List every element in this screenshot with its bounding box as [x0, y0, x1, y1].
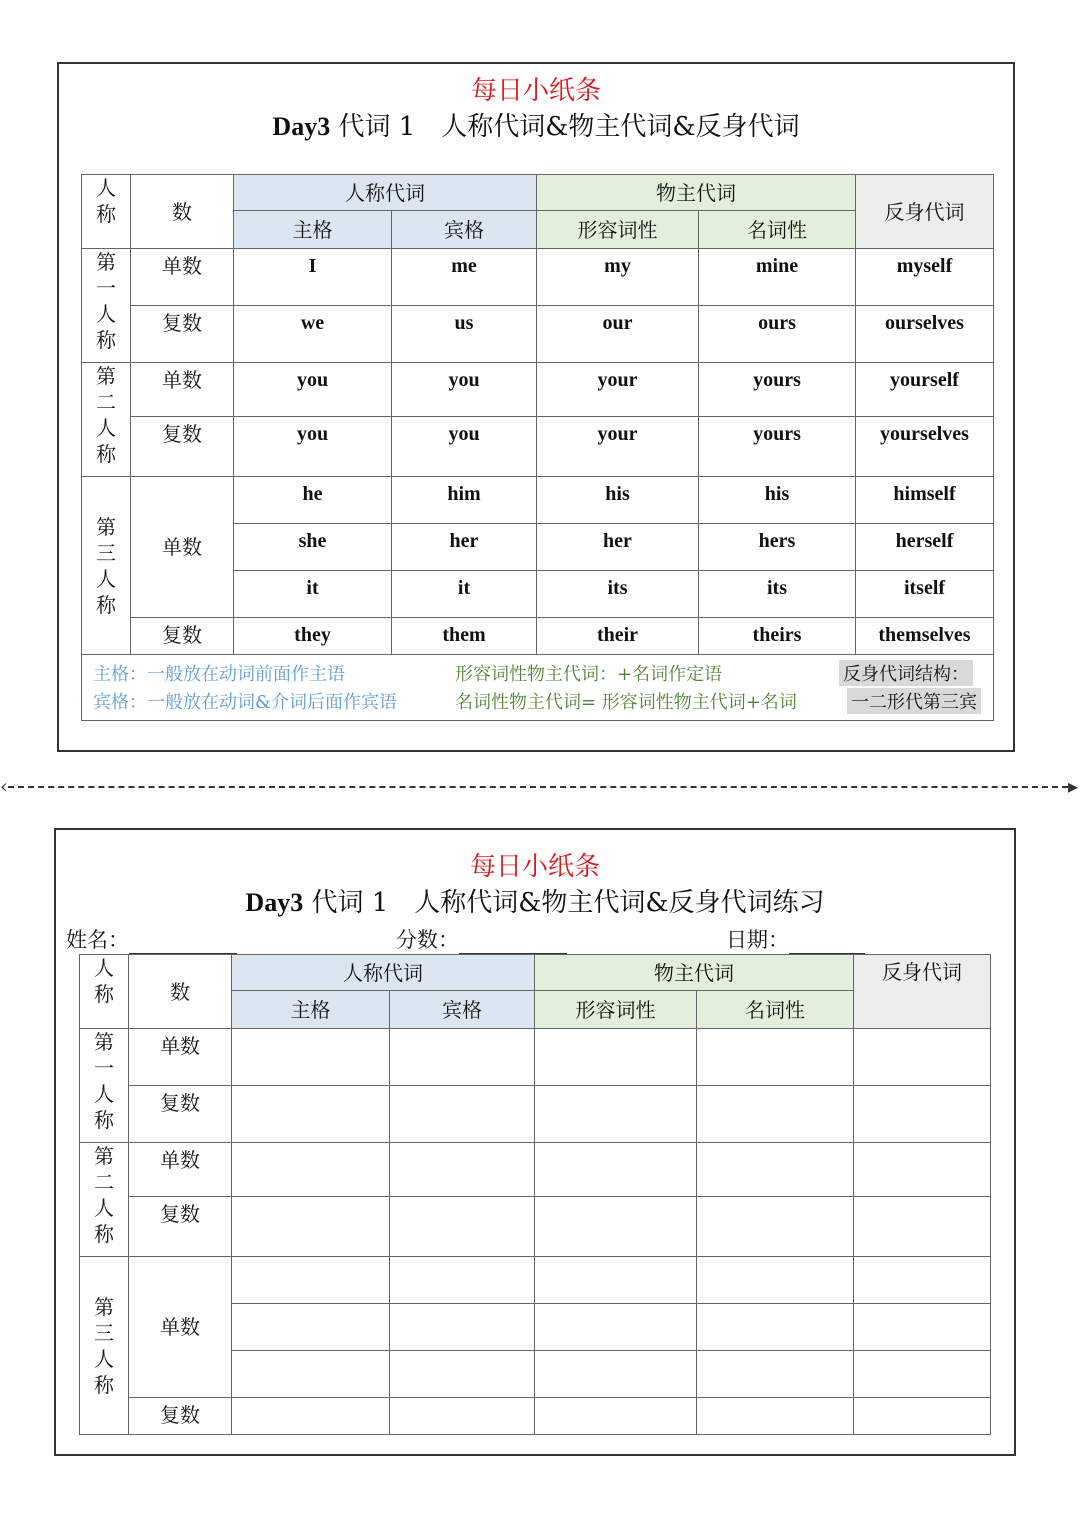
blank-cell[interactable] — [697, 1304, 854, 1351]
cell: mine — [699, 249, 856, 306]
header-object-case: 宾格 — [390, 991, 535, 1029]
cell: yourself — [856, 363, 994, 417]
singular-label: 单数 — [129, 1257, 232, 1398]
header-adjectival: 形容词性 — [537, 211, 699, 249]
cell: its — [699, 571, 856, 618]
cell: themselves — [856, 618, 994, 655]
score-blank[interactable] — [459, 931, 567, 954]
note-nominal: 名词性物主代词= 形容词性物主代词+名词 — [455, 692, 797, 713]
header-number: 数 — [129, 955, 232, 1029]
blank-cell[interactable] — [535, 1086, 697, 1143]
cell: ours — [699, 306, 856, 363]
note-reflexive-title: 反身代词结构： — [839, 660, 973, 686]
header-possessive-pronoun: 物主代词 — [535, 955, 854, 991]
cell: you — [234, 363, 392, 417]
header-number: 数 — [131, 175, 234, 249]
blank-cell[interactable] — [854, 1304, 991, 1351]
blank-cell[interactable] — [854, 1398, 991, 1435]
day-label: Day3 — [272, 112, 331, 141]
cell: him — [392, 477, 537, 524]
blank-cell[interactable] — [535, 1351, 697, 1398]
blank-cell[interactable] — [232, 1398, 390, 1435]
table-row — [82, 417, 994, 477]
cell: they — [234, 618, 392, 655]
cell: its — [537, 571, 699, 618]
blank-cell[interactable] — [535, 1029, 697, 1086]
name-blank[interactable] — [129, 931, 237, 954]
blank-cell[interactable] — [697, 1398, 854, 1435]
header-person: 人 称 — [82, 175, 131, 249]
cell: her — [537, 524, 699, 571]
note-object-case: 宾格：一般放在动词&介词后面作宾语 — [93, 692, 398, 713]
third-person-label: 第 三 人 称 — [82, 477, 131, 655]
blank-cell[interactable] — [232, 1197, 390, 1257]
first-person-label: 第 一 人 称 — [82, 249, 131, 363]
cell: he — [234, 477, 392, 524]
first-person-label: 第 一 人 称 — [80, 1029, 129, 1143]
cell: itself — [856, 571, 994, 618]
date-field[interactable] — [726, 924, 865, 954]
blank-cell[interactable] — [854, 1143, 991, 1197]
topic-label: 代词 1 人称代词&物主代词&反身代词 — [338, 112, 800, 142]
cell: his — [699, 477, 856, 524]
header-adjectival: 形容词性 — [535, 991, 697, 1029]
date-label: 日期： — [726, 928, 789, 952]
plural-label: 复数 — [131, 618, 234, 655]
blank-cell[interactable] — [232, 1029, 390, 1086]
blank-cell[interactable] — [232, 1257, 390, 1304]
cell: your — [537, 417, 699, 477]
header-nominal: 名词性 — [699, 211, 856, 249]
header-possessive-pronoun: 物主代词 — [537, 175, 856, 211]
cut-line — [8, 786, 1068, 788]
card-subtitle — [59, 106, 1013, 143]
arrow-left-icon: ‹ — [0, 774, 8, 798]
table-row — [82, 306, 994, 363]
blank-cell[interactable] — [390, 1143, 535, 1197]
singular-label: 单数 — [129, 1143, 232, 1197]
blank-cell[interactable] — [390, 1398, 535, 1435]
header-reflexive-pronoun: 反身代词 — [854, 955, 991, 1029]
arrow-right-icon: ▸ — [1067, 774, 1078, 798]
card-title: 每日小纸条 — [470, 76, 601, 106]
cell: she — [234, 524, 392, 571]
blank-cell[interactable] — [697, 1086, 854, 1143]
blank-cell[interactable] — [390, 1086, 535, 1143]
cell: you — [234, 417, 392, 477]
blank-cell[interactable] — [535, 1257, 697, 1304]
note-adjectival: 形容词性物主代词：+名词作定语 — [455, 664, 723, 685]
cell: herself — [856, 524, 994, 571]
cell: I — [234, 249, 392, 306]
score-field[interactable] — [396, 924, 567, 954]
blank-cell[interactable] — [697, 1029, 854, 1086]
header-personal-pronoun: 人称代词 — [232, 955, 535, 991]
blank-cell[interactable] — [697, 1143, 854, 1197]
blank-cell[interactable] — [535, 1304, 697, 1351]
practice-table — [79, 954, 991, 1435]
cell: us — [392, 306, 537, 363]
table-row — [80, 1086, 991, 1143]
card-title: 每日小纸条 — [469, 852, 600, 882]
third-person-label: 第 三 人 称 — [80, 1257, 129, 1435]
cell: yourselves — [856, 417, 994, 477]
cell: myself — [856, 249, 994, 306]
blank-cell[interactable] — [697, 1351, 854, 1398]
name-field[interactable] — [66, 924, 237, 954]
cell: my — [537, 249, 699, 306]
table-row — [80, 1029, 991, 1086]
practice-card — [54, 828, 1016, 1456]
note-reflexive-rule: 一二形代第三宾 — [847, 688, 981, 714]
cell: me — [392, 249, 537, 306]
plural-label: 复数 — [131, 306, 234, 363]
cell: you — [392, 417, 537, 477]
cell: their — [537, 618, 699, 655]
blank-cell[interactable] — [854, 1351, 991, 1398]
cell: our — [537, 306, 699, 363]
cell: we — [234, 306, 392, 363]
cell: ourselves — [856, 306, 994, 363]
cell: you — [392, 363, 537, 417]
plural-label: 复数 — [131, 417, 234, 477]
pronoun-table — [81, 174, 994, 721]
blank-cell[interactable] — [390, 1197, 535, 1257]
header-reflexive-pronoun: 反身代词 — [856, 175, 994, 249]
singular-label: 单数 — [131, 363, 234, 417]
plural-label: 复数 — [129, 1086, 232, 1143]
cell: hers — [699, 524, 856, 571]
blank-cell[interactable] — [390, 1029, 535, 1086]
note-subject-case: 主格：一般放在动词前面作主语 — [93, 664, 345, 685]
cell: them — [392, 618, 537, 655]
blank-cell[interactable] — [232, 1086, 390, 1143]
score-label: 分数： — [396, 928, 459, 952]
blank-cell[interactable] — [697, 1257, 854, 1304]
cell: his — [537, 477, 699, 524]
date-blank[interactable] — [789, 931, 865, 954]
header-person: 人 称 — [80, 955, 129, 1029]
cell: theirs — [699, 618, 856, 655]
blank-cell[interactable] — [854, 1086, 991, 1143]
cell: her — [392, 524, 537, 571]
cell: your — [537, 363, 699, 417]
day-label: Day3 — [245, 888, 304, 917]
singular-label: 单数 — [131, 477, 234, 618]
blank-cell[interactable] — [232, 1304, 390, 1351]
blank-cell[interactable] — [535, 1197, 697, 1257]
card-subtitle — [56, 882, 1014, 919]
blank-cell[interactable] — [390, 1351, 535, 1398]
second-person-label: 第 二 人 称 — [82, 363, 131, 477]
table-row — [80, 1143, 991, 1197]
blank-cell[interactable] — [854, 1197, 991, 1257]
blank-cell[interactable] — [854, 1029, 991, 1086]
header-nominal: 名词性 — [697, 991, 854, 1029]
header-subject-case: 主格 — [234, 211, 392, 249]
blank-cell[interactable] — [854, 1257, 991, 1304]
blank-cell[interactable] — [535, 1143, 697, 1197]
name-label: 姓名： — [66, 928, 129, 952]
table-row — [80, 1257, 991, 1304]
cell: it — [234, 571, 392, 618]
topic-label: 代词 1 人称代词&物主代词&反身代词练习 — [311, 888, 825, 918]
header-personal-pronoun: 人称代词 — [234, 175, 537, 211]
cell: it — [392, 571, 537, 618]
header-object-case: 宾格 — [392, 211, 537, 249]
blank-cell[interactable] — [232, 1351, 390, 1398]
singular-label: 单数 — [131, 249, 234, 306]
plural-label: 复数 — [129, 1398, 232, 1435]
table-row — [82, 363, 994, 417]
plural-label: 复数 — [129, 1197, 232, 1257]
table-row — [82, 477, 994, 524]
blank-cell[interactable] — [390, 1257, 535, 1304]
blank-cell[interactable] — [535, 1398, 697, 1435]
header-subject-case: 主格 — [232, 991, 390, 1029]
blank-cell[interactable] — [697, 1197, 854, 1257]
table-row — [80, 1197, 991, 1257]
second-person-label: 第 二 人 称 — [80, 1143, 129, 1257]
cell: yours — [699, 363, 856, 417]
table-row — [80, 1398, 991, 1435]
table-row — [82, 618, 994, 655]
cell: yours — [699, 417, 856, 477]
blank-cell[interactable] — [390, 1304, 535, 1351]
answer-card — [57, 62, 1015, 752]
cell: himself — [856, 477, 994, 524]
table-row — [82, 249, 994, 306]
blank-cell[interactable] — [232, 1143, 390, 1197]
singular-label: 单数 — [129, 1029, 232, 1086]
